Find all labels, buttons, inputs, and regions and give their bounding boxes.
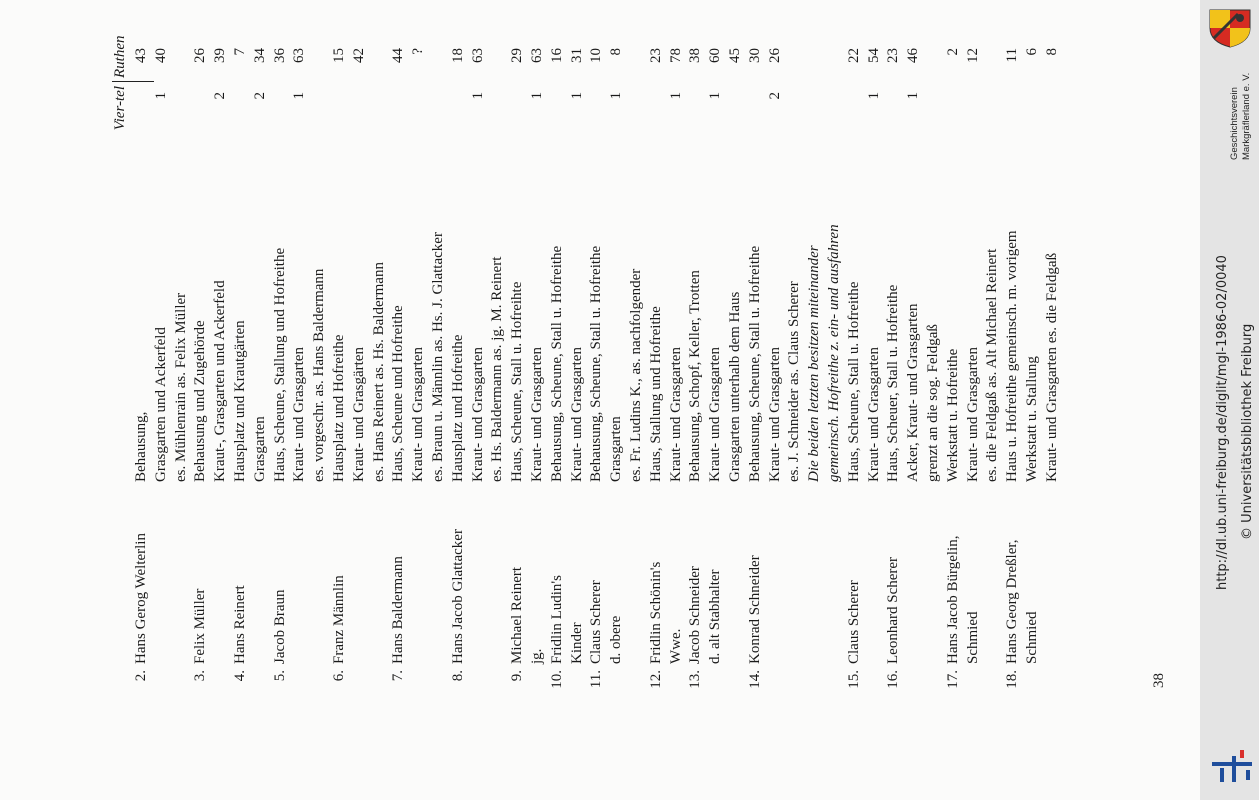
property-description: es. Hs. Baldermann as. jg. M. Reinert (489, 256, 506, 482)
ruthen-value: 16 (548, 48, 565, 63)
property-description: Haus, Scheune und Hofreithe (390, 305, 407, 482)
table-row (884, 0, 903, 800)
entry-number: 15. (845, 670, 862, 689)
ruthen-value: 18 (449, 48, 466, 63)
owner-name: Wwe. (667, 628, 684, 664)
ruthen-value: 36 (271, 48, 288, 63)
ruthen-value: 45 (727, 48, 743, 63)
owner-name: Hans Georg Dreßler, (1004, 539, 1021, 664)
table-row (825, 0, 844, 800)
property-description: Kraut- und Grasgärten (350, 347, 367, 482)
table-row (746, 0, 765, 800)
copyright-notice: © Universitätsbibliothek Freiburg (1240, 323, 1255, 540)
property-description: Haus, Scheune, Stall u. Hofreihte (509, 281, 526, 482)
entry-number: 6. (331, 670, 347, 682)
table-row (964, 0, 983, 800)
table-row (370, 0, 389, 800)
table-row (449, 0, 468, 800)
ruthen-value: ? (410, 48, 427, 55)
property-description: Kraut- und Grasgarten (469, 347, 486, 482)
owner-name: Claus Scherer (845, 580, 862, 664)
ruthen-value: 23 (647, 48, 664, 63)
ruthen-value: 15 (331, 48, 347, 63)
table-row (271, 0, 290, 800)
ruthen-value: 46 (905, 48, 922, 63)
owner-name: Hans Gerog Welterlin (133, 533, 149, 664)
entry-number: 7. (390, 670, 407, 682)
property-description: Grasgarten (608, 416, 625, 482)
viertel-value: 1 (291, 92, 308, 100)
viertel-value: 1 (905, 92, 922, 100)
ruthen-value: 34 (251, 48, 268, 63)
property-description: es. Braun u. Männlin as. Hs. J. Glattacker (430, 232, 446, 482)
property-description: Haus, Stallung und Hofreithe (647, 306, 664, 482)
table-row (587, 0, 606, 800)
ruthen-value: 60 (707, 48, 724, 63)
table-row (1003, 0, 1022, 800)
property-description: Behausung und Zugehörde (192, 320, 209, 482)
table-row (172, 0, 191, 800)
table-row (1043, 0, 1062, 800)
viertel-value: 2 (251, 92, 268, 100)
property-description: Kraut- und Grasgarten (667, 347, 684, 482)
owner-name: Konrad Schneider (746, 555, 763, 664)
table-row (231, 0, 250, 800)
ub-freiburg-logo-icon[interactable] (1210, 748, 1254, 784)
property-description: Hausplatz und Hofreithe (449, 334, 466, 482)
column-header-viertel: Vier-tel (112, 86, 128, 131)
entry-number: 18. (1004, 670, 1021, 689)
table-row (152, 0, 171, 800)
property-description: Behausung, Scheune, Stall u. Hofreithe (746, 245, 763, 482)
table-row (132, 0, 151, 800)
table-row (211, 0, 230, 800)
table-row (290, 0, 309, 800)
page-number: 38 (1151, 673, 1167, 688)
table-row (508, 0, 527, 800)
ruthen-value: 6 (1024, 48, 1040, 56)
property-description: Grasgarten (251, 416, 268, 482)
property-description: Kraut- und Grasgarten (766, 347, 783, 482)
property-description: es. vorgeschr. as. Hans Baldermann (311, 268, 328, 482)
table-row (429, 0, 448, 800)
property-description: Haus, Scheune, Stallung und Hofreithe (271, 247, 288, 482)
ruthen-value: 26 (192, 48, 209, 63)
property-description: Werkstatt u. Stallung (1024, 356, 1040, 482)
property-description: Kraut- und Grasgarten (410, 347, 427, 482)
property-description: Kraut- und Grasgarten (707, 347, 724, 482)
table-row (766, 0, 785, 800)
entry-number: 16. (885, 670, 902, 689)
ruthen-value: 63 (469, 48, 486, 63)
table-row (627, 0, 646, 800)
property-description: Kraut-, Grasgarten und Ackerfeld (212, 280, 229, 482)
table-row (330, 0, 349, 800)
ruthen-value: 10 (588, 48, 605, 63)
property-description: grenzt an die sog. Feldgaß (925, 324, 941, 482)
table-row (1023, 0, 1042, 800)
property-description: Die beiden letzten besitzen miteinander (806, 245, 823, 482)
table-row (805, 0, 824, 800)
table-row (251, 0, 270, 800)
property-description: Hausplatz und Hofreithe (331, 334, 347, 482)
property-description: Kraut- und Grasgarten (964, 347, 981, 482)
org-name-line1: Geschichtsverein (1229, 87, 1240, 160)
property-description: es. J. Schneider as. Claus Scherer (786, 281, 803, 482)
property-description: Acker, Kraut- und Grasgarten (905, 303, 922, 482)
property-description: es. Fr. Ludins K., as. nachfolgender (628, 268, 644, 482)
owner-name: Fridlin Schönin's (647, 561, 664, 664)
table-row (726, 0, 745, 800)
ruthen-value: 54 (865, 48, 882, 63)
table-row (350, 0, 369, 800)
viertel-value: 2 (212, 92, 229, 100)
table-row (944, 0, 963, 800)
org-label (1229, 70, 1255, 160)
table-row (310, 0, 329, 800)
owner-name: d. obere (608, 615, 625, 664)
entry-number: 9. (509, 670, 526, 682)
ruthen-value: 38 (687, 48, 704, 63)
entry-number: 17. (944, 670, 961, 689)
ruthen-value: 8 (608, 48, 625, 56)
viertel-value: 1 (529, 92, 545, 100)
table-row (647, 0, 666, 800)
ruthen-value: 30 (746, 48, 763, 63)
owner-name: Jacob Braun (271, 589, 288, 664)
ruthen-value: 29 (509, 48, 526, 63)
owner-name: Leonhard Scherer (885, 556, 902, 664)
property-description: Kraut- und Grasgarten (865, 347, 882, 482)
property-description: Kraut- und Grasgarten (291, 347, 308, 482)
ruthen-value: 26 (766, 48, 783, 63)
property-description: Behausung, Schopf, Keller, Trotten (687, 270, 704, 482)
property-description: Behausung, (133, 411, 149, 482)
viertel-value: 2 (766, 92, 783, 100)
viertel-value: 1 (865, 92, 882, 100)
ruthen-value: 63 (291, 48, 308, 63)
property-description: es. Mühlenrain as. Felix Müller (172, 292, 189, 482)
table-row (548, 0, 567, 800)
table-row (904, 0, 923, 800)
property-description: Haus u. Hofreithe gemeinsch. m. vorigem (1004, 230, 1021, 482)
viertel-value: 1 (152, 92, 169, 100)
property-description: Kraut- und Grasgarten (568, 347, 585, 482)
owner-name: Hans Reinert (232, 585, 248, 664)
property-description: Kraut- und Grasgarten es. die Feldgaß (1043, 252, 1060, 482)
owner-name: Michael Reinert (509, 566, 526, 664)
entry-number: 2. (133, 670, 149, 682)
entry-number: 4. (232, 670, 248, 682)
property-description: Kraut- und Grasgarten (529, 347, 545, 482)
owner-name: d. alt Stabhalter (707, 569, 724, 664)
property-description: es. die Feldgaß as. Alt Michael Reinert (984, 248, 1001, 482)
owner-name: Kinder (568, 622, 585, 664)
viertel-value: 1 (707, 92, 724, 100)
table-row (389, 0, 408, 800)
entry-number: 12. (647, 670, 664, 689)
entry-number: 13. (687, 670, 704, 689)
ruthen-value: 11 (1004, 48, 1021, 63)
ruthen-value: 63 (529, 48, 545, 63)
entry-number: 5. (271, 670, 288, 682)
table-row (785, 0, 804, 800)
ruthen-value: 31 (568, 48, 585, 63)
table-row (706, 0, 725, 800)
ruthen-value: 7 (232, 48, 248, 56)
table-row (191, 0, 210, 800)
owner-name: jg. (529, 648, 545, 664)
table-row (983, 0, 1002, 800)
owner-name: Jacob Schneider (687, 566, 704, 664)
entry-number: 14. (746, 670, 763, 689)
viertel-value: 1 (608, 92, 625, 100)
property-description: gemeinsch. Hofreithe z. ein- und ausfahren (826, 224, 842, 482)
ruthen-value: 23 (885, 48, 902, 63)
table-row (607, 0, 626, 800)
table-row (686, 0, 705, 800)
owner-name: Hans Jacob Glattacker (449, 529, 466, 664)
ruthen-value: 40 (152, 48, 169, 63)
entry-number: 11. (588, 670, 605, 689)
property-description: Behausung, Scheune, Stall u. Hofreithe (548, 245, 565, 482)
viertel-value: 1 (469, 92, 486, 100)
owner-name: Claus Scherer (588, 580, 605, 664)
property-description: Haus, Scheune, Stall u. Hofreithe (845, 281, 862, 482)
ruthen-value: 8 (1043, 48, 1060, 56)
ruthen-value: 78 (667, 48, 684, 63)
table-row (845, 0, 864, 800)
table-row (469, 0, 488, 800)
owner-name: Schmied (964, 611, 981, 664)
table-row (667, 0, 686, 800)
ruthen-value: 39 (212, 48, 229, 63)
column-header-ruthen: Ruthen (112, 35, 128, 78)
owner-name: Fridlin Ludin's (548, 575, 565, 664)
property-description: Haus, Scheuer, Stall u. Hofreithe (885, 284, 902, 482)
owner-name: Schmied (1024, 611, 1040, 664)
coat-of-arms-icon (1208, 8, 1252, 48)
ruthen-value: 43 (133, 48, 149, 63)
property-description: Behausung, Scheune, Stall u. Hofreithe (588, 245, 605, 482)
entry-number: 8. (449, 670, 466, 682)
viertel-value: 1 (568, 92, 585, 100)
table-row (409, 0, 428, 800)
ruthen-value: 12 (964, 48, 981, 63)
ruthen-value: 22 (845, 48, 862, 63)
table-row (924, 0, 943, 800)
org-name-line2: Markgräflerland e. V. (1241, 72, 1252, 160)
property-description: Grasgarten und Ackerfeld (152, 327, 169, 482)
ruthen-value: 44 (390, 48, 407, 63)
permalink-url[interactable]: http://dl.ub.uni-freiburg.de/diglit/mgl-1986-02/0040 (1215, 255, 1230, 590)
viertel-value: 1 (667, 92, 684, 100)
owner-name: Hans Jacob Bürgelin, (944, 535, 961, 664)
owner-name: Felix Müller (192, 588, 209, 664)
entry-number: 3. (192, 670, 209, 682)
ruthen-value: 42 (350, 48, 367, 63)
property-description: Grasgarten unterhalb dem Haus (727, 291, 743, 482)
owner-name: Franz Männlin (331, 575, 347, 664)
entry-number: 10. (548, 670, 565, 689)
owner-name: Hans Baldermann (390, 556, 407, 664)
ruthen-value: 2 (944, 48, 961, 56)
property-description: es. Hans Reinert as. Hs. Baldermann (370, 262, 387, 482)
table-row (488, 0, 507, 800)
property-description: Werkstatt u. Hofreithe (944, 348, 961, 482)
table-row (568, 0, 587, 800)
table-row (865, 0, 884, 800)
table-row (528, 0, 547, 800)
property-description: Hausplatz und Krautgärten (232, 320, 248, 482)
